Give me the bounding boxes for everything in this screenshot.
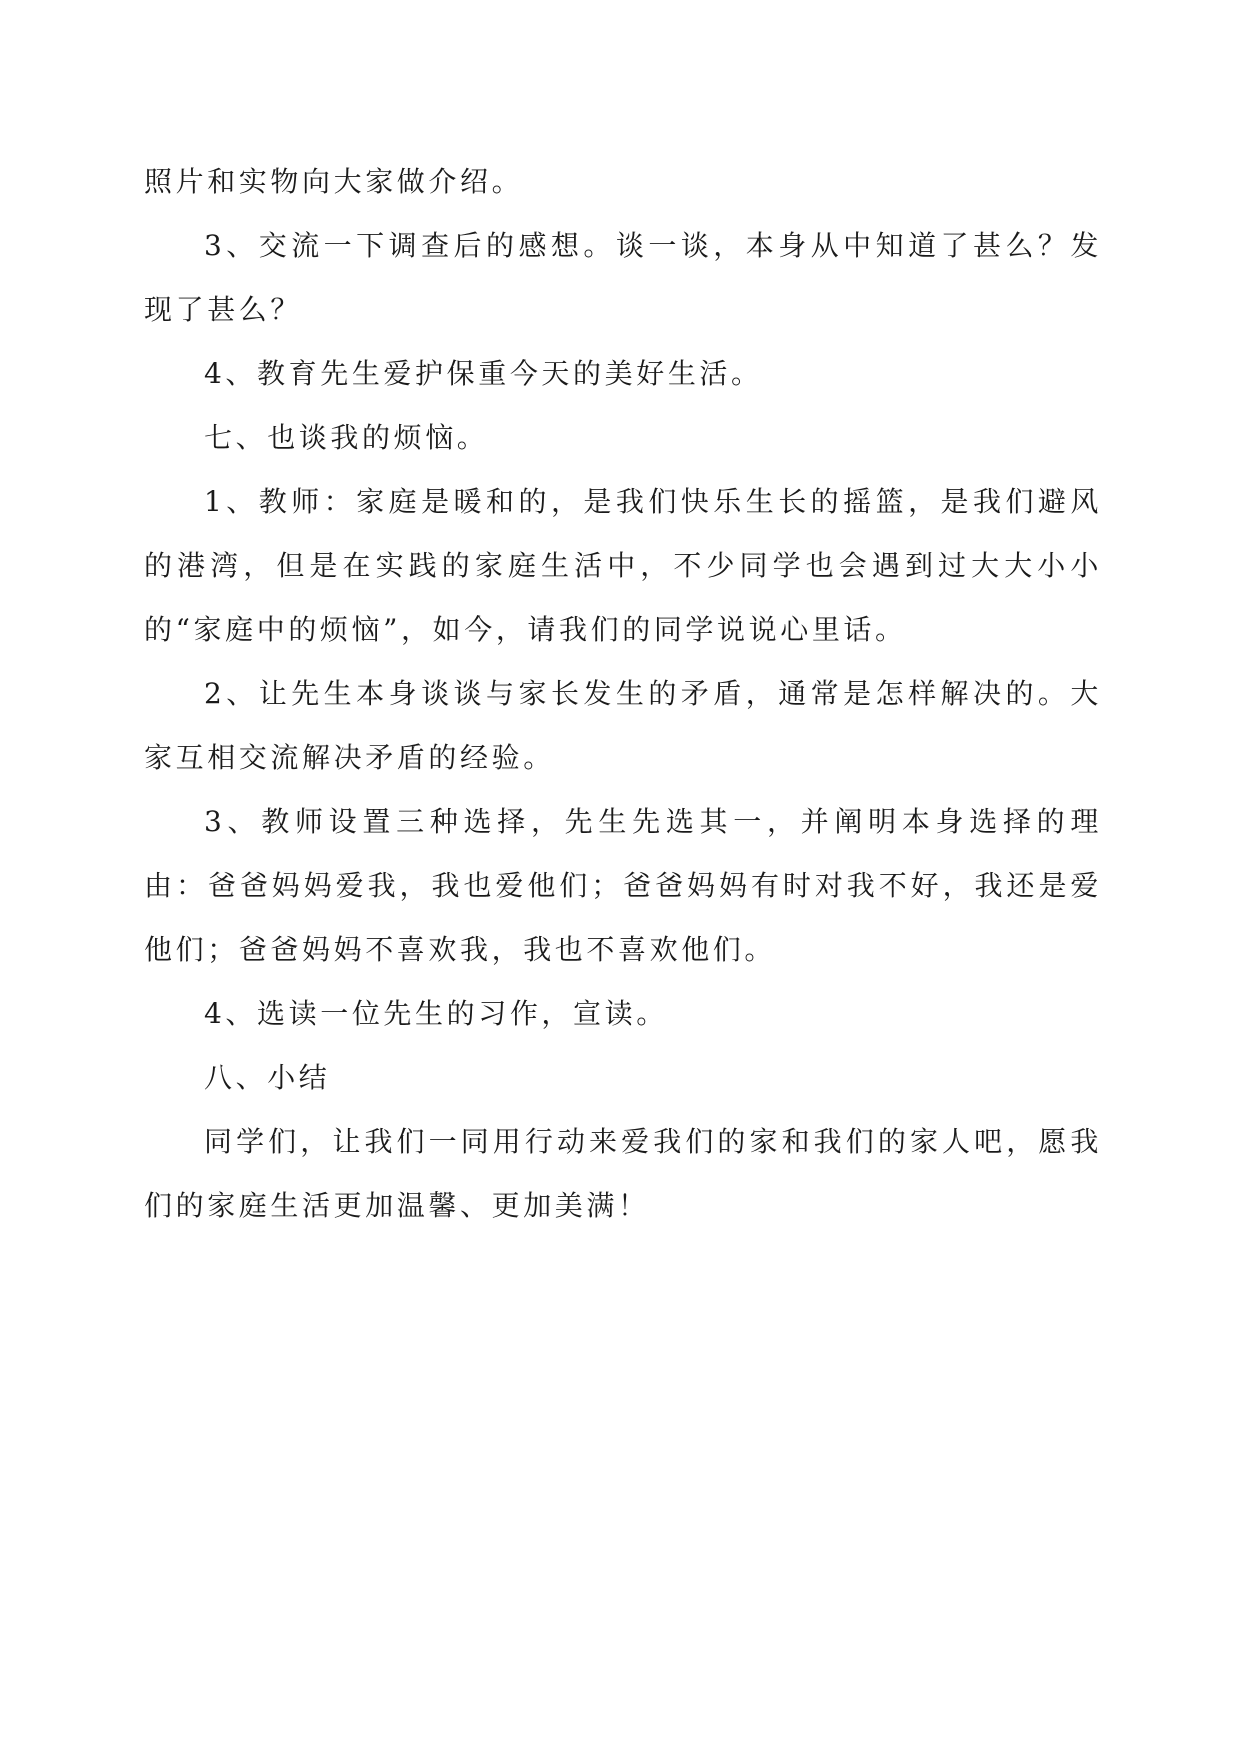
paragraph-teacher-intro: 1、教师：家庭是暖和的，是我们快乐生长的摇篮，是我们避风的港湾，但是在实践的家庭生活中，不少同学也会遇到过大大小小的“家庭中的烦恼”，如今，请我们的同学说说心里话。 <box>144 485 1102 646</box>
paragraph-read-essay: 4、选读一位先生的习作，宣读。 <box>204 997 668 1030</box>
paragraph-conclusion: 同学们，让我们一同用行动来爱我们的家和我们的家人吧，愿我们的家庭生活更加温馨、更加美满！ <box>144 1125 1102 1222</box>
paragraph-continuation: 照片和实物向大家做介绍。 <box>144 165 524 198</box>
section-heading-eight: 八、小结 <box>204 1061 331 1094</box>
paragraph-conflicts: 2、让先生本身谈谈与家长发生的矛盾，通常是怎样解决的。大家互相交流解决矛盾的经验。 <box>144 677 1102 774</box>
document-body <box>144 150 1102 1238</box>
paragraph-cherish-life: 4、教育先生爱护保重今天的美好生活。 <box>204 357 763 390</box>
paragraph-three-choices: 3、教师设置三种选择，先生先选其一，并阐明本身选择的理由：爸爸妈妈爱我，我也爱他们；爸爸妈妈有时对我不好，我还是爱他们；爸爸妈妈不喜欢我，我也不喜欢他们。 <box>144 805 1102 966</box>
section-heading-seven: 七、也谈我的烦恼。 <box>204 421 489 454</box>
paragraph-exchange-thoughts: 3、交流一下调查后的感想。谈一谈，本身从中知道了甚么？发现了甚么？ <box>144 229 1102 326</box>
